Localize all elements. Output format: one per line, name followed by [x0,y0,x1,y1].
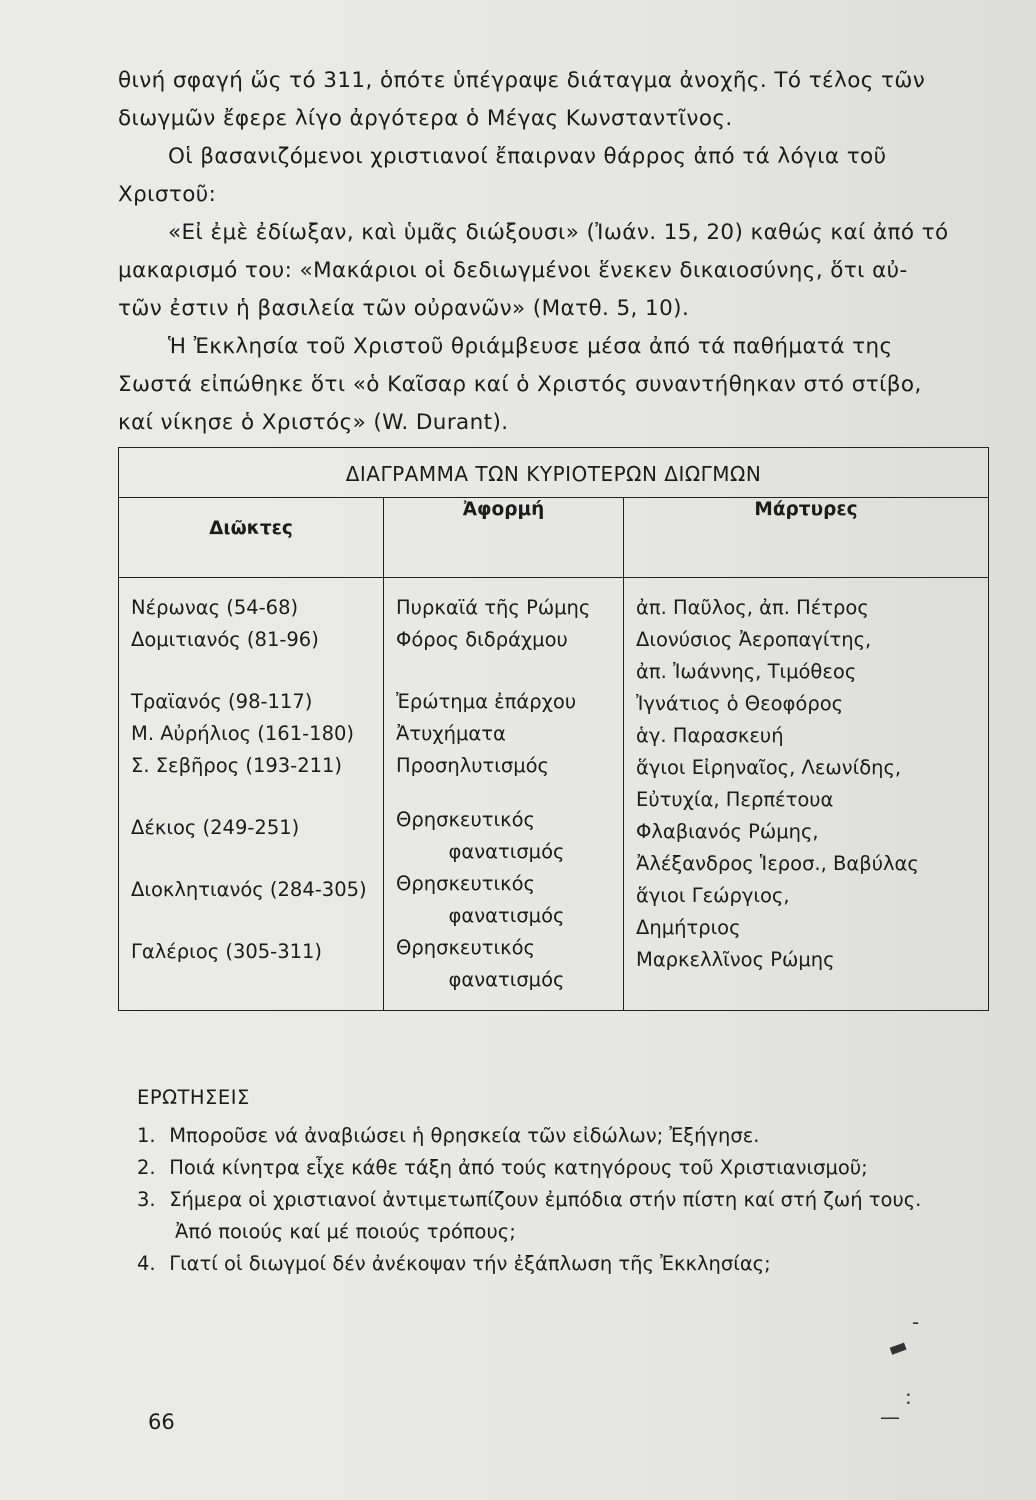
text-line: Ἡ Ἐκκλησία τοῦ Χριστοῦ θριάμβευσε μέσα ἀπό τά παθήματά της [168,334,893,359]
text-line: μακαρισμό του: «Μακάριοι οἱ δεδιωγμένοι ἕνεκεν δικαιοσύνης, ὅτι αὐ- [118,258,908,283]
question-item [137,1184,997,1216]
header-cause: Ἀφορμή [384,498,624,578]
martyr: ἀπ. Παῦλος, ἀπ. Πέτρος [636,596,869,619]
martyr: Μαρκελλῖνος Ρώμης [636,948,835,971]
persecutor: Σ. Σεβῆρος (193-211) [131,754,343,777]
martyr: Φλαβιανός Ρώμης, [636,820,819,843]
text-line: θινή σφαγή ὥς τό 311, ὁπότε ὑπέγραψε διάταγμα ἀνοχῆς. Τό τέλος τῶν [118,68,926,93]
martyr: Εὐτυχία, Περπέτουα [636,788,834,811]
text-line: τῶν ἐστιν ἡ βασιλεία τῶν οὐρανῶν» (Ματθ. 5, 10). [118,296,690,321]
text-line: διωγμῶν ἔφερε λίγο ἀργότερα ὁ Μέγας Κωνσταντῖνος. [118,106,733,131]
text-line: Οἱ βασανιζόμενοι χριστιανοί ἔπαιρναν θάρρος ἀπό τά λόγια τοῦ [168,144,887,169]
cause: Προσηλυτισμός [396,754,549,777]
persecutor: Τραϊανός (98-117) [131,690,313,713]
question-number: 3. [137,1188,156,1211]
cause: φανατισμός [448,968,565,991]
persecutor: Νέρωνας (54-68) [131,596,299,619]
causes-column [384,578,624,1011]
page-number: 66 [148,1410,175,1434]
text-line: «Εἰ ἐμὲ ἐδίωξαν, καὶ ὑμᾶς διώξουσι» (Ἰωάν. 15, 20) καθώς καί ἀπό τό [168,220,949,245]
cause: Ἐρώτημα ἐπάρχου [396,690,577,713]
persecutor: Διοκλητιανός (284-305) [131,878,367,901]
martyr: ἁγ. Παρασκευή [636,724,784,747]
header-persecutors: Διῶκτες [119,498,384,578]
martyr: Διονύσιος Ἀεροπαγίτης, [636,628,872,651]
martyrs-column [624,578,989,1011]
question-text: Γιατί οἱ διωγμοί δέν ἀνέκοψαν τήν ἐξάπλωση τῆς Ἐκκλησίας; [169,1252,771,1275]
question-number: 2. [137,1156,156,1179]
persecutor: Γαλέριος (305-311) [131,940,323,963]
table-title: ΔΙΑΓΡΑΜΜΑ ΤΩΝ ΚΥΡΙΟΤΕΡΩΝ ΔΙΩΓΜΩΝ [119,448,989,498]
persecutors-column [119,578,384,1011]
ink-mark: — [880,1405,900,1429]
question-number: 1. [137,1124,156,1147]
cause: Θρησκευτικός [396,808,535,831]
cause: Ἀτυχήματα [396,722,506,745]
cause: Θρησκευτικός [396,936,535,959]
persecutor: Μ. Αὐρήλιος (161-180) [131,722,354,745]
ink-mark: : [905,1385,912,1409]
cause: φανατισμός [448,904,565,927]
text-line: Σωστά εἰπώθηκε ὅτι «ὁ Καῖσαρ καί ὁ Χριστός συναντήθηκαν στό στίβο, [118,372,922,397]
persecutor: Δομιτιανός (81-96) [131,628,319,651]
martyr: Δημήτριος [636,916,741,939]
martyr: ἀπ. Ἰωάννης, Τιμόθεος [636,660,857,683]
text-line: καί νίκησε ὁ Χριστός» (W. Durant). [118,410,509,435]
cause: φανατισμός [448,840,565,863]
question-item [137,1152,997,1184]
question-continuation: Ἀπό ποιούς καί μέ ποιούς τρόπους; [175,1220,516,1243]
question-number: 4. [137,1252,156,1275]
text-line: Χριστοῦ: [118,182,217,207]
question-item [137,1120,997,1152]
ink-mark: ▬ [884,1332,911,1362]
cause: Πυρκαϊά τῆς Ρώμης [396,596,591,619]
question-text: Ποιά κίνητρα εἶχε κάθε τάξη ἀπό τούς κατηγόρους τοῦ Χριστιανισμοῦ; [169,1156,868,1179]
ink-mark: - [912,1310,920,1334]
persecutor: Δέκιος (249-251) [131,816,300,839]
body-text [118,62,978,442]
martyr: ἅγιοι Εἰρηναῖος, Λεωνίδης, [636,756,902,779]
question-item [137,1248,997,1280]
question-text: Μποροῦσε νά ἀναβιώσει ἡ θρησκεία τῶν εἰδώλων; Ἐξήγησε. [169,1124,760,1147]
questions-title: ΕΡΩΤΗΣΕΙΣ [137,1086,250,1109]
persecutions-table [118,447,989,1011]
question-text: Σήμερα οἱ χριστιανοί ἀντιμετωπίζουν ἐμπόδια στήν πίστη καί στή ζωή τους. [169,1188,922,1211]
martyr: Ἀλέξανδρος Ἱεροσ., Βαβύλας [636,852,919,875]
martyr: Ἰγνάτιος ὁ Θεοφόρος [636,692,844,715]
cause: Φόρος διδράχμου [396,628,568,651]
questions-section [137,1082,997,1280]
cause: Θρησκευτικός [396,872,535,895]
martyr: ἅγιοι Γεώργιος, [636,884,790,907]
header-martyrs: Μάρτυρες [624,498,989,578]
